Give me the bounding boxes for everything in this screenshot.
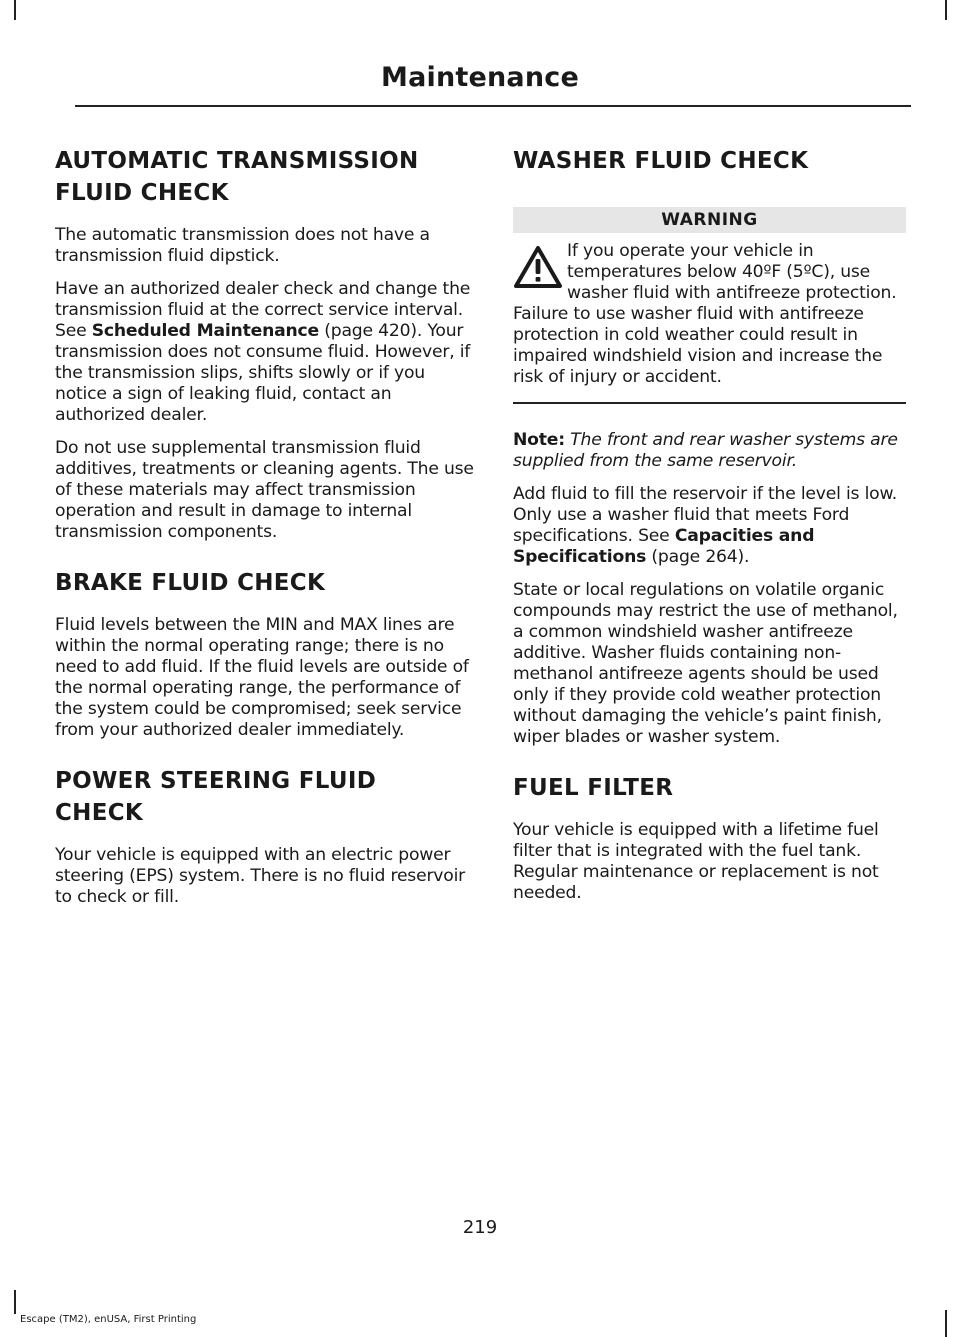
crop-mark-top-left [14, 0, 16, 20]
washer-p1-text-before: Add fluid to fill the reservoir if the level is low. Only use a washer fluid that meets Ford specifications. See [513, 483, 898, 546]
right-column [513, 145, 906, 904]
washer-paragraph-1 [513, 484, 906, 568]
header-divider [75, 105, 911, 107]
atf-paragraph-3: Do not use supplemental transmission fluid additives, treatments or cleaning agents. The use of these materials may affect transmission operation and result in damage to internal transmission components. [55, 438, 474, 542]
note-label: Note: [513, 429, 565, 450]
left-column [55, 145, 475, 908]
page-number: 219 [462, 1217, 498, 1238]
warning-label-bar: WARNING [513, 207, 906, 233]
document-id: Escape (TM2), enUSA, First Printing [20, 1314, 197, 1325]
washer-heading: WASHER FLUID CHECK [513, 148, 809, 174]
steering-heading-line1: POWER STEERING FLUID [55, 768, 377, 794]
fuel-filter-heading: FUEL FILTER [513, 774, 674, 801]
crop-mark-bottom-right [945, 1310, 947, 1337]
warning-triangle-icon [513, 245, 563, 289]
atf-heading-line1: AUTOMATIC TRANSMISSION [55, 148, 419, 174]
atf-heading [55, 145, 475, 209]
warning-box [513, 241, 906, 388]
crop-mark-bottom-left [14, 1290, 16, 1314]
warning-divider [513, 402, 906, 404]
warning-text: If you operate your vehicle in temperatures below 40ºF (5ºC), use washer fluid with antifreeze protection. Failure to use washer fluid with antifreeze protection in cold weather could result in impaired windshield vision and increase the risk of injury or accident. [513, 241, 897, 387]
washer-paragraph-2: State or local regulations on volatile organic compounds may restrict the use of methanol, a common windshield washer antifreeze additive. Washer fluids containing non-methanol antifreeze agents should be used only if they provide cold weather protection without damaging the vehicle’s paint finish, wiper blades or washer system. [513, 579, 898, 747]
washer-note [513, 430, 906, 472]
brake-heading: BRAKE FLUID CHECK [55, 570, 326, 596]
atf-heading-line2: FLUID CHECK [55, 180, 229, 206]
fuel-filter-paragraph-1: Your vehicle is equipped with a lifetime fuel filter that is integrated with the fuel tank. Regular maintenance or replacement is not needed. [513, 819, 879, 903]
steering-heading [55, 765, 475, 829]
steering-heading-line2: CHECK [55, 800, 144, 826]
crop-mark-top-right [945, 0, 947, 20]
washer-p1-text-after: (page 264). [646, 546, 750, 567]
capacities-specifications-link[interactable]: Capacities and Specifications [513, 525, 815, 567]
steering-paragraph-1: Your vehicle is equipped with an electric power steering (EPS) system. There is no fluid reservoir to check or fill. [55, 845, 466, 907]
brake-paragraph-1: Fluid levels between the MIN and MAX lines are within the normal operating range; there is no need to add fluid. If the fluid levels are outside of the normal operating range, the performance of the system could be compromised; seek service from your authorized dealer immediately. [55, 615, 469, 740]
page-header-title: Maintenance [381, 62, 579, 93]
atf-p2-text-before: Have an authorized dealer check and change the transmission fluid at the correct service interval. See [55, 279, 471, 341]
atf-p2-text-after: (page 420). Your transmission does not consume fluid. However, if the transmission slips, shifts slowly or if you notice a sign of leaking fluid, contact an authorized dealer. [55, 321, 471, 425]
atf-paragraph-1: The automatic transmission does not have a transmission fluid dipstick. [55, 225, 430, 266]
note-text: The front and rear washer systems are supplied from the same reservoir. [513, 429, 898, 471]
atf-paragraph-2 [55, 279, 475, 426]
scheduled-maintenance-link[interactable]: Scheduled Maintenance [91, 321, 319, 341]
